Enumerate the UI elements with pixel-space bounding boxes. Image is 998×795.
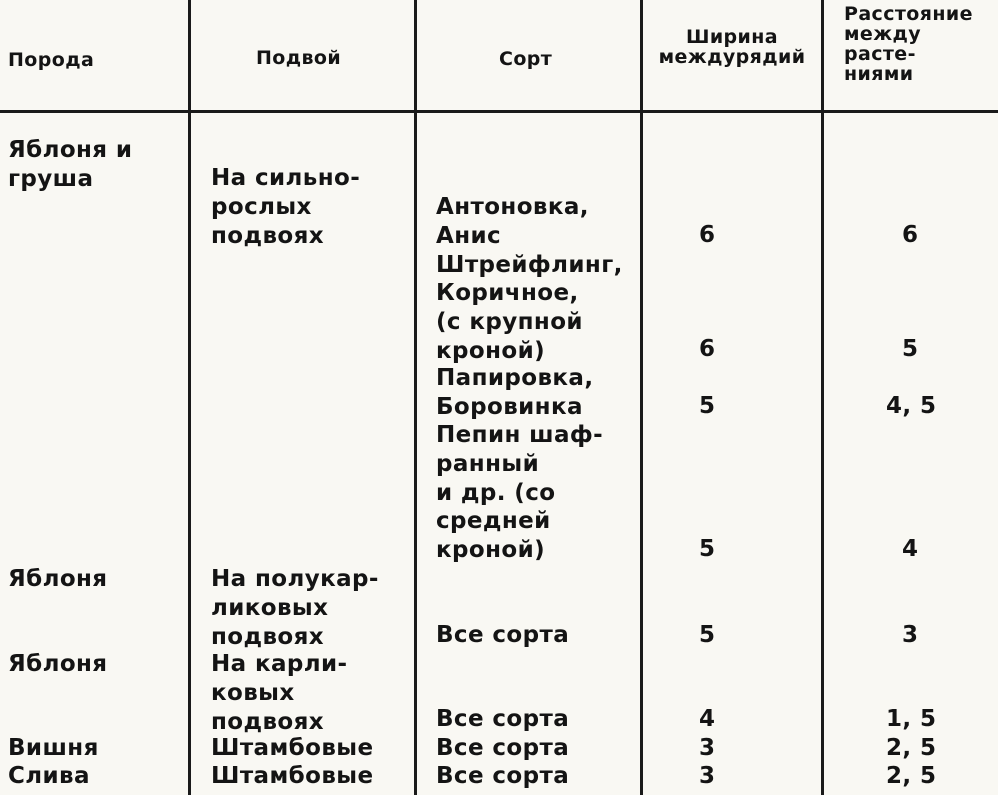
- variety-all: Все сорта: [436, 706, 570, 732]
- header-row-width: Ширина междурядий: [658, 26, 806, 68]
- breed-apple: Яблоня: [8, 566, 108, 592]
- column-divider: [188, 0, 191, 795]
- rootstock-dwarf: На карли- ковых подвоях: [211, 651, 348, 735]
- variety-large-crown: Антоновка, Анис Штрейфлинг, Коричное, (с крупной кроной): [436, 194, 623, 364]
- breed-cherry: Вишня: [8, 735, 99, 761]
- breed-apple: Яблоня: [8, 651, 108, 677]
- column-divider: [821, 0, 824, 795]
- plant-spacing-value: 2, 5: [886, 763, 937, 789]
- variety-all: Все сорта: [436, 763, 570, 789]
- row-width-value: 5: [699, 393, 716, 419]
- breed-plum: Слива: [8, 763, 90, 789]
- plant-spacing-value: 6: [902, 222, 919, 248]
- rootstock-semi-dwarf: На полукар- ликовых подвоях: [211, 566, 379, 650]
- plant-spacing-value: 5: [902, 336, 919, 362]
- rootstock-vigorous: На сильно- рослых подвоях: [211, 165, 361, 249]
- variety-all: Все сорта: [436, 735, 570, 761]
- header-rootstock: Подвой: [256, 47, 342, 69]
- header-divider: [0, 110, 998, 113]
- rootstock-standard: Штамбовые: [211, 763, 374, 789]
- row-width-value: 5: [699, 536, 716, 562]
- column-divider: [414, 0, 417, 795]
- plant-spacing-value: 4: [902, 536, 919, 562]
- plant-spacing-value: 1, 5: [886, 706, 937, 732]
- header-breed: Порода: [8, 49, 95, 71]
- column-divider: [640, 0, 643, 795]
- row-width-value: 6: [699, 222, 716, 248]
- variety-all: Все сорта: [436, 622, 570, 648]
- breed-apple-pear: Яблоня и груша: [8, 137, 133, 192]
- variety-papirovka: Папировка, Боровинка: [436, 365, 594, 420]
- rootstock-standard: Штамбовые: [211, 735, 374, 761]
- row-width-value: 5: [699, 622, 716, 648]
- row-width-value: 4: [699, 706, 716, 732]
- plant-spacing-value: 3: [902, 622, 919, 648]
- plant-spacing-value: 2, 5: [886, 735, 937, 761]
- row-width-value: 6: [699, 336, 716, 362]
- variety-medium-crown: Пепин шаф- ранный и др. (со средней кроной): [436, 422, 604, 564]
- row-width-value: 3: [699, 735, 716, 761]
- plant-spacing-value: 4, 5: [886, 393, 937, 419]
- row-width-value: 3: [699, 763, 716, 789]
- header-plant-spacing: Расстояние между расте- ниями: [844, 3, 973, 85]
- header-variety: Сорт: [499, 48, 553, 70]
